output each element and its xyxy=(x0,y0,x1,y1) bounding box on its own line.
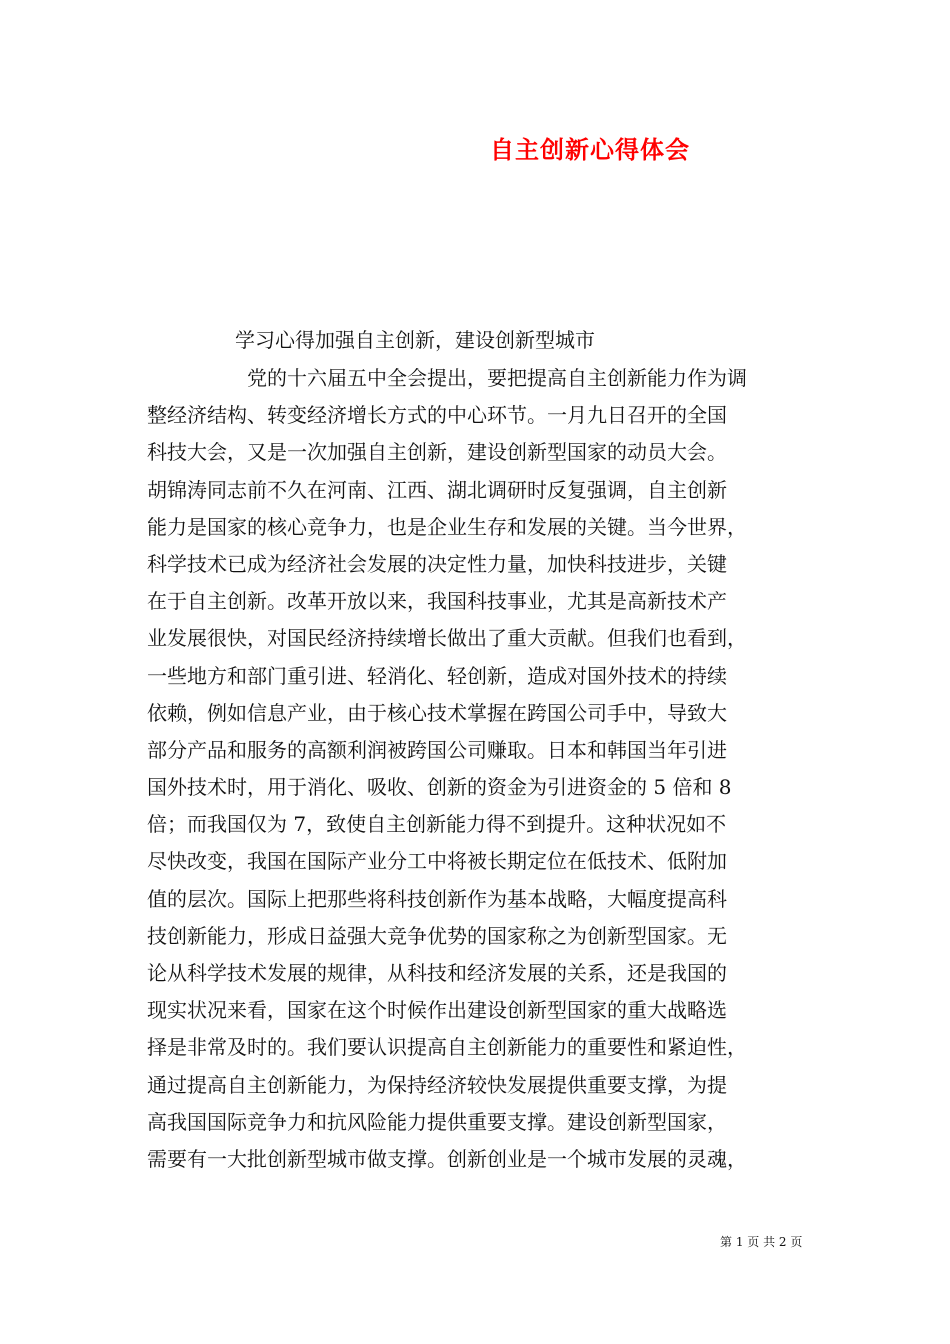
paragraph-line: 技创新能力，形成日益强大竞争优势的国家称之为创新型国家。无 xyxy=(147,923,727,948)
body-paragraph xyxy=(147,360,817,1178)
paragraph-line: 业发展很快，对国民经济持续增长做出了重大贡献。但我们也看到， xyxy=(147,626,747,651)
paragraph-line: 倍；而我国仅为 7，致使自主创新能力得不到提升。这种状况如不 xyxy=(147,812,727,837)
paragraph-line: 择是非常及时的。我们要认识提高自主创新能力的重要性和紧迫性， xyxy=(147,1035,747,1060)
paragraph-line: 科技大会，又是一次加强自主创新，建设创新型国家的动员大会。 xyxy=(147,440,727,465)
paragraph-line: 值的层次。国际上把那些将科技创新作为基本战略，大幅度提高科 xyxy=(147,886,727,911)
page-number-footer: 第 1 页 共 2 页 xyxy=(720,1235,803,1249)
paragraph-line: 胡锦涛同志前不久在河南、江西、湖北调研时反复强调，自主创新 xyxy=(147,477,727,502)
paragraph-line: 科学技术已成为经济社会发展的决定性力量，加快科技进步，关键 xyxy=(147,551,727,576)
paragraph-line: 国外技术时，用于消化、吸收、创新的资金为引进资金的 5 倍和 8 xyxy=(147,775,732,800)
paragraph-line: 部分产品和服务的高额利润被跨国公司赚取。日本和韩国当年引进 xyxy=(147,737,727,762)
paragraph-line: 党的十六届五中全会提出，要把提高自主创新能力作为调 xyxy=(247,366,747,390)
paragraph-line: 通过提高自主创新能力，为保持经济较快发展提供重要支撑，为提 xyxy=(147,1072,727,1097)
paragraph-line: 现实状况来看，国家在这个时候作出建设创新型国家的重大战略选 xyxy=(147,998,727,1023)
document-subtitle: 学习心得加强自主创新，建设创新型城市 xyxy=(235,328,595,352)
paragraph-line: 论从科学技术发展的规律，从科技和经济发展的关系，还是我国的 xyxy=(147,961,727,985)
document-title: 自主创新心得体会 xyxy=(490,135,690,164)
paragraph-line: 一些地方和部门重引进、轻消化、轻创新，造成对国外技术的持续 xyxy=(147,663,727,688)
paragraph-line: 依赖，例如信息产业，由于核心技术掌握在跨国公司手中，导致大 xyxy=(147,700,727,725)
paragraph-line: 能力是国家的核心竞争力，也是企业生存和发展的关键。当今世界， xyxy=(147,514,747,539)
paragraph-line: 尽快改变，我国在国际产业分工中将被长期定位在低技术、低附加 xyxy=(147,849,727,874)
paragraph-line: 在于自主创新。改革开放以来，我国科技事业，尤其是高新技术产 xyxy=(147,589,727,614)
paragraph-line: 需要有一大批创新型城市做支撑。创新创业是一个城市发展的灵魂， xyxy=(147,1146,747,1171)
paragraph-line: 高我国国际竞争力和抗风险能力提供重要支撑。建设创新型国家， xyxy=(147,1109,727,1134)
paragraph-line: 整经济结构、转变经济增长方式的中心环节。一月九日召开的全国 xyxy=(147,403,727,428)
